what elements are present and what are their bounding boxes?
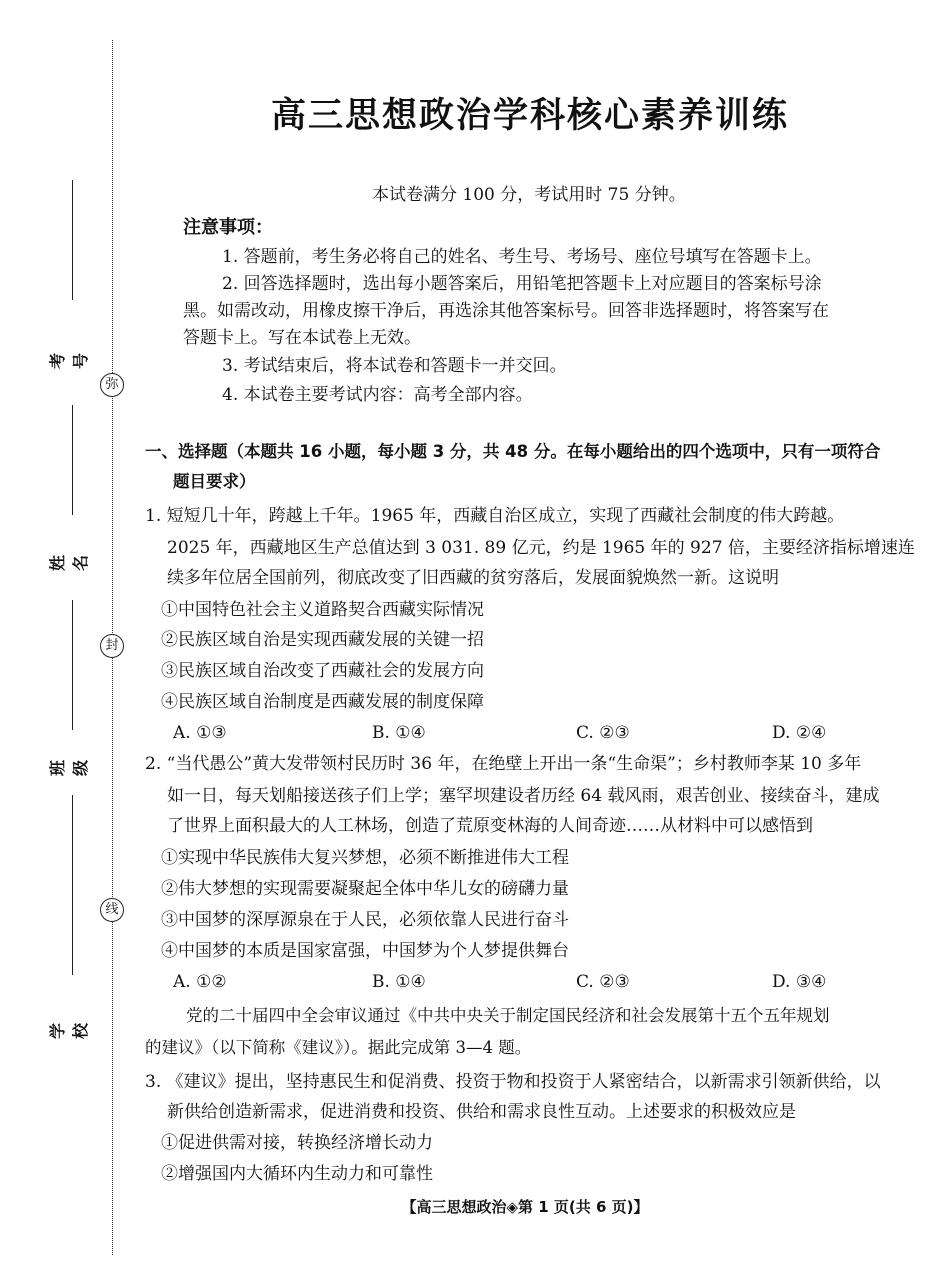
question-1-item: ④民族区域自治制度是西藏发展的制度保障 bbox=[161, 692, 484, 712]
question-2-item: ②伟大梦想的实现需要凝聚起全体中华儿女的磅礴力量 bbox=[161, 879, 569, 899]
question-2-item: ③中国梦的深厚源泉在于人民，必须依靠人民进行奋斗 bbox=[161, 910, 569, 930]
option-d: D. ②④ bbox=[772, 723, 827, 743]
question-2-line: 了世界上面积最大的人工林场，创造了荒原变林海的人间奇迹……从材料中可以感悟到 bbox=[167, 816, 813, 836]
seal-mi: 弥 bbox=[100, 373, 124, 397]
question-2-line: 2. “当代愚公”黄大发带领村民历时 36 年，在绝壁上开出一条“生命渠”；乡村教师李某 10 多年 bbox=[145, 754, 862, 774]
section-heading-cont: 题目要求） bbox=[173, 472, 256, 491]
notes-heading: 注意事项： bbox=[183, 217, 273, 238]
school-label: 学校 bbox=[48, 1023, 90, 1040]
page-title: 高三思想政治学科核心素养训练 bbox=[270, 96, 789, 136]
seal-xian: 线 bbox=[100, 898, 124, 922]
note-line: 4. 本试卷主要考试内容：高考全部内容。 bbox=[222, 385, 533, 405]
section-heading: 一、选择题（本题共 16 小题，每小题 3 分，共 48 分。在每小题给出的四个选项中，只有一项符合 bbox=[145, 442, 881, 461]
option-a: A. ①② bbox=[173, 972, 227, 992]
question-3-item: ②增强国内大循环内生动力和可靠性 bbox=[161, 1164, 433, 1184]
option-b: B. ①④ bbox=[372, 723, 426, 743]
passage-line: 的建议》（以下简称《建议》）。据此完成第 3—4 题。 bbox=[145, 1038, 532, 1057]
passage-line: 党的二十届四中全会审议通过《中共中央关于制定国民经济和社会发展第十五个五年规划 bbox=[186, 1006, 830, 1025]
question-3-item: ①促进供需对接，转换经济增长动力 bbox=[161, 1133, 433, 1153]
question-2-item: ④中国梦的本质是国家富强，中国梦为个人梦提供舞台 bbox=[161, 941, 569, 961]
name-label: 姓名 bbox=[48, 555, 90, 572]
name-line-lower bbox=[72, 600, 73, 730]
exam-number-line bbox=[72, 180, 73, 300]
question-1-line: 2025 年，西藏地区生产总值达到 3 031. 89 亿元，约是 1965 年的 927 倍，主要经济指标增速连 bbox=[167, 538, 915, 558]
question-1-line: 续多年位居全国前列，彻底改变了旧西藏的贫穷落后，发展面貌焕然一新。这说明 bbox=[167, 568, 779, 588]
option-b: B. ①④ bbox=[372, 972, 426, 992]
note-line: 答题卡上。写在本试卷上无效。 bbox=[183, 328, 421, 348]
note-line: 2. 回答选择题时，选出每小题答案后，用铅笔把答题卡上对应题目的答案标号涂 bbox=[222, 274, 822, 294]
option-a: A. ①③ bbox=[173, 723, 227, 743]
exam-number-label: 考号 bbox=[48, 353, 90, 370]
question-1-item: ②民族区域自治是实现西藏发展的关键一招 bbox=[161, 630, 484, 650]
note-line: 黑。如需改动，用橡皮擦干净后，再选涂其他答案标号。回答非选择题时，将答案写在 bbox=[183, 301, 829, 321]
note-line: 1. 答题前，考生务必将自己的姓名、考生号、考场号、座位号填写在答题卡上。 bbox=[222, 247, 822, 267]
exam-info: 本试卷满分 100 分，考试用时 75 分钟。 bbox=[372, 185, 686, 205]
name-line-upper bbox=[72, 405, 73, 515]
seal-feng: 封 bbox=[100, 634, 124, 658]
option-c: C. ②③ bbox=[576, 723, 630, 743]
question-3-line: 新供给创造新需求，促进消费和投资、供给和需求良性互动。上述要求的积极效应是 bbox=[167, 1102, 796, 1122]
class-line bbox=[72, 795, 73, 975]
option-d: D. ③④ bbox=[772, 972, 827, 992]
option-c: C. ②③ bbox=[576, 972, 630, 992]
question-1-item: ①中国特色社会主义道路契合西藏实际情况 bbox=[161, 600, 484, 620]
note-line: 3. 考试结束后，将本试卷和答题卡一并交回。 bbox=[222, 356, 567, 376]
question-1-line: 1. 短短几十年，跨越上千年。1965 年，西藏自治区成立，实现了西藏社会制度的伟大跨越。 bbox=[145, 506, 845, 526]
class-label: 班级 bbox=[48, 760, 90, 777]
question-1-item: ③民族区域自治改变了西藏社会的发展方向 bbox=[161, 661, 484, 681]
page-footer: 【高三思想政治◈第 1 页(共 6 页)】 bbox=[401, 1198, 649, 1216]
question-3-line: 3. 《建议》提出，坚持惠民生和促消费、投资于物和投资于人紧密结合，以新需求引领新供给，以 bbox=[145, 1072, 881, 1092]
question-2-item: ①实现中华民族伟大复兴梦想，必须不断推进伟大工程 bbox=[161, 848, 569, 868]
question-2-line: 如一日，每天划船接送孩子们上学；塞罕坝建设者历经 64 载风雨，艰苦创业、接续奋斗，建成 bbox=[167, 786, 880, 806]
